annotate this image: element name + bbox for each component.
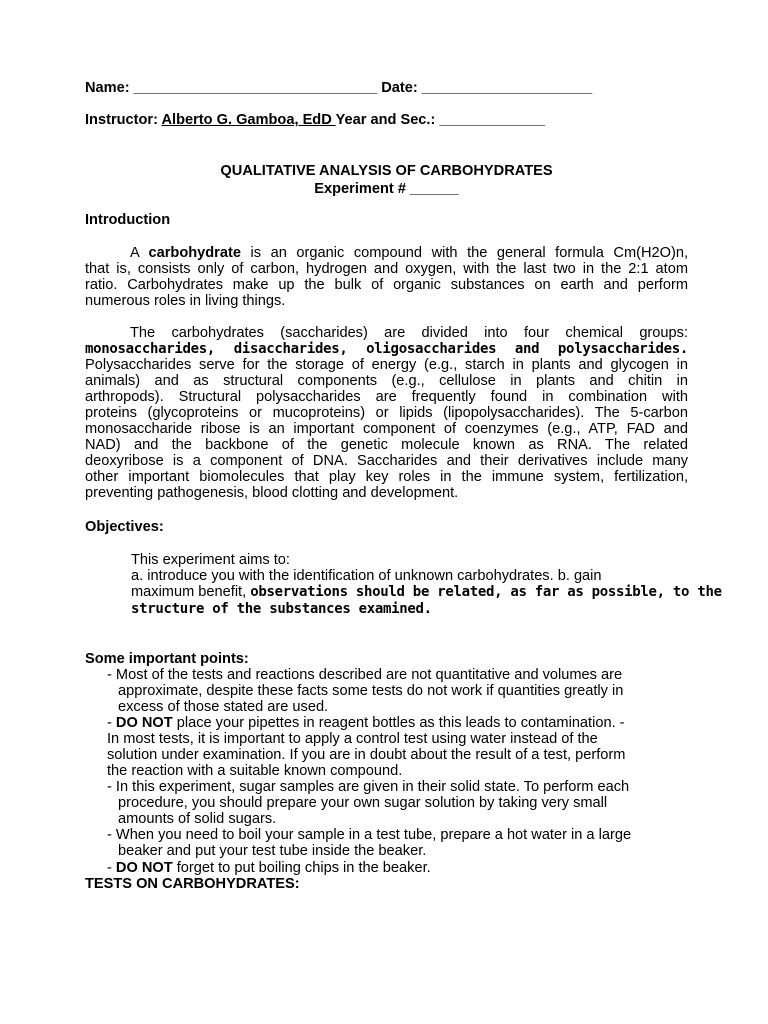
introduction-paragraph-2 [85,325,688,501]
intro-p2-line-1: The carbohydrates (saccharides) are divided into four chemical groups: [130,325,688,341]
point-1-line-3: excess of those stated are used. [118,699,329,715]
intro-p2-line-5: arthropods). Structural polysaccharides are frequently found in combination with [85,389,688,405]
intro-p2-line-10: other important biomolecules that play key roles in the immune system, fertilization, [85,469,688,485]
intro-p2-line-4: animals) and as structural components (e.g., cellulose in plants and chitin in [85,373,688,389]
carbohydrate-term: carbohydrate [148,245,241,261]
intro-p2-line-7: monosaccharide ribose is an important component of coenzymes (e.g., ATP, FAD and [85,421,688,437]
point-4-line-3: amounts of solid sugars. [118,811,277,827]
objectives-emphasis: observations should be related, as far as possible, to the [250,584,722,600]
point-2-line: - DO NOT place your pipettes in reagent bottles as this leads to contamination. - [107,715,625,731]
year-sec-label: Year and Sec.: _____________ [335,112,545,128]
intro-p2-line-11: preventing pathogenesis, blood clotting and development. [85,485,459,501]
point-4-line-1: - In this experiment, sugar samples are given in their solid state. To perform each [107,779,630,795]
intro-p1-line-4: numerous roles in living things. [85,293,286,309]
point-3-line-1: In most tests, it is important to apply a control test using water instead of the [107,731,598,747]
objectives-heading: Objectives: [85,519,164,535]
intro-p2-line-8: NAD) and the backbone of the genetic molecule known as RNA. The related [85,437,688,453]
do-not-label: DO NOT [115,715,173,731]
experiment-number: Experiment # ______ [314,181,459,197]
objectives-line-3: maximum benefit, observations should be related, as far as possible, to the [131,584,722,600]
point-5-line-1: - When you need to boil your sample in a test tube, prepare a hot water in a large [107,827,632,843]
instructor-label: Instructor: [85,112,162,128]
point-1-line-2: approximate, despite these facts some tests do not work if quantities greatly in [118,683,624,699]
intro-p2-line-6: proteins (glycoproteins or mucoproteins) or lipids (lipopolysaccharides). The 5-carbon [85,405,688,421]
objectives-line-4: structure of the substances examined. [131,601,432,617]
intro-p1-line-2: that is, consists only of carbon, hydrogen and oxygen, with the last two in the 2:1 atom [85,261,688,277]
tests-heading: TESTS ON CARBOHYDRATES: [85,876,300,892]
point-5-line-2: beaker and put your test tube inside the beaker. [118,843,427,859]
intro-p2-line-3: Polysaccharides serve for the storage of energy (e.g., starch in plants and glycogen in [85,357,688,373]
point-6-line: - DO NOT forget to put boiling chips in the beaker. [107,860,431,876]
intro-p2-line-9: deoxyribose is a component of DNA. Saccharides and their derivatives include many [85,453,688,469]
point-3-line-2: solution under examination. If you are in doubt about the result of a test, perform [107,747,626,763]
introduction-heading: Introduction [85,212,171,228]
introduction-paragraph-1 [85,245,688,309]
point-4-line-2: procedure, you should prepare your own sugar solution by taking very small [118,795,608,811]
intro-p1-line-3: ratio. Carbohydrates make up the bulk of organic substances on earth and perform [85,277,688,293]
document-title: QUALITATIVE ANALYSIS OF CARBOHYDRATES [220,163,553,179]
name-date-line: Name: ______________________________ Date: _____________________ [85,80,593,96]
do-not-label-2: DO NOT [115,860,173,876]
instructor-line [85,112,545,128]
intro-p2-line-2: monosaccharides, disaccharides, oligosaccharides and polysaccharides. [85,341,688,357]
instructor-name: Alberto G. Gamboa, EdD [161,112,336,128]
objectives-line-2: a. introduce you with the identification of unknown carbohydrates. b. gain [131,568,602,584]
objectives-line-1: This experiment aims to: [131,552,290,568]
points-heading: Some important points: [85,651,249,667]
intro-p1-line-1: A carbohydrate is an organic compound with the general formula Cm(H2O)n, [130,245,688,261]
point-1-line-1: - Most of the tests and reactions described are not quantitative and volumes are [107,667,623,683]
point-3-line-3: the reaction with a suitable known compound. [107,763,403,779]
